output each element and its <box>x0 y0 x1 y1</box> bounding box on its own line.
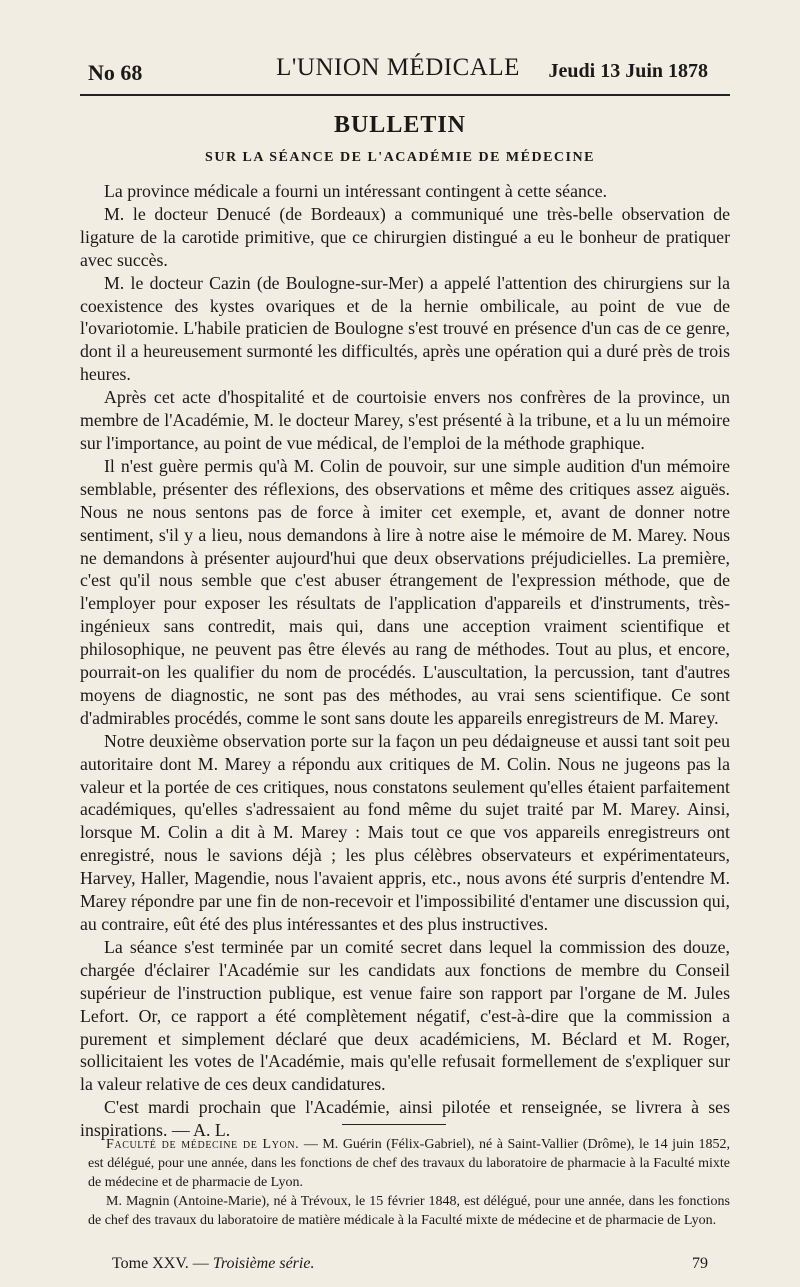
page-footer <box>112 1255 708 1277</box>
paragraph: La séance s'est terminée par un comité secret dans lequel la commission des douze, chargée d'éclairer l'Académie sur les candidats aux fonctions de membre du Conseil supérieur de l'instruction publique, est venue faire son rapport par l'organe de M. Jules Lefort. Or, ce rapport a été complètement négatif, c'est-à-dire que la commission a purement et simplement déclaré que deux académiciens, M. Béclard et M. Roger, sollicitaient les votes de l'Académie, mais qu'elle refusait formellement de s'expliquer sur la valeur relative de ces deux candidatures. <box>80 936 730 1095</box>
paragraph: Après cet acte d'hospitalité et de courtoisie envers nos confrères de la province, un membre de l'Académie, M. le docteur Marey, s'est présenté à la tribune, et a lu un mémoire sur l'importance, au point de vue médical, de l'emploi de la méthode graphique. <box>80 387 730 453</box>
issue-number: No 68 <box>88 60 143 85</box>
paragraph: M. le docteur Denucé (de Bordeaux) a communiqué une très-belle observation de ligature de la carotide primitive, que ce chirurgien distingué a eu le bonheur de pratiquer avec succès. <box>80 203 730 270</box>
article-title: BULLETIN <box>333 112 467 138</box>
news-item-text: M. Magnin (Antoine-Marie), né à Trévoux, le 15 février 1848, est délégué, pour une année, dans les fonctions de chef des travaux du laboratoire de matière médicale à la Faculté mixte de médecine et de pharmacie de Lyon. <box>88 1194 730 1228</box>
news-item-heading: Faculté de médecine de Lyon. <box>106 1137 300 1152</box>
news-item <box>88 1192 730 1230</box>
paragraph: M. le docteur Cazin (de Boulogne-sur-Mer) a appelé l'attention des chirurgiens sur la coexistence des kystes ovariques et de la hernie ombilicale, au point de vue de l'ovariotomie. L'habile praticien de Boulogne s'est trouvé en présence d'un cas de ce genre, dont il a heureusement surmonté les difficultés, après une opération qui a duré près de trois heures. <box>80 272 730 385</box>
header-rule <box>80 94 730 96</box>
paragraph: C'est mardi prochain que l'Académie, ainsi pilotée et renseignée, se livrera à ses inspirations. — A. L. <box>80 1097 730 1141</box>
volume-label: Tome XXV. — <box>112 1255 209 1272</box>
news-item-text: — M. Guérin (Félix-Gabriel), né à Saint-Vallier (Drôme), le 14 juin 1852, est délégué, pour une année, dans les fonctions de chef des travaux du laboratoire de pharmacie à la Faculté mixte de médecine et de pharmacie de Lyon. <box>88 1137 730 1190</box>
paragraph: Notre deuxième observation porte sur la façon un peu dédaigneuse et aussi tant soit peu autoritaire dont M. Marey a répondu aux critiques de M. Colin. Nous ne jugeons pas la valeur et la portée de ces critiques, nous constatons seulement qu'elles étaient parfaitement académiques, qu'elles s'adressaient au fond même du sujet traité par M. Marey. Ainsi, lorsque M. Colin a dit à M. Marey : Mais tout ce que vos appareils enregistreurs ont enregistré, nous le savions déjà ; les plus célèbres observateurs et expérimentateurs, Harvey, Haller, Magendie, nous l'avaient appris, etc., nous avons été surpris d'entendre M. Marey répondre par une fin de non-recevoir et l'impossibilité d'entamer une discussion qui, au contraire, eût été des plus intéressantes et des plus instructives. <box>80 730 730 934</box>
news-notes <box>88 1135 730 1230</box>
series-label: Troisième série. <box>212 1255 315 1272</box>
article-subtitle: SUR LA SÉANCE DE L'ACADÉMIE DE MÉDECINE <box>205 150 595 165</box>
paragraph: Il n'est guère permis qu'à M. Colin de pouvoir, sur une simple audition d'un mémoire semblable, présenter des réflexions, des observations et même des critiques assez aiguës. Nous ne nous sentons pas de force à imiter cet exemple, et, avant de donner notre sentiment, s'il y a lieu, nous demandons à lire à notre aise le mémoire de M. Marey. Nous ne demandons à présenter aujourd'hui que deux observations préjudicielles. La première, c'est qu'il nous semble que c'est abuser étrangement de l'expression méthode, que de l'employer pour exposer les résultats de l'application d'appareils et d'instruments, très-ingénieux sans contredit, mais qui, dans une acception vraiment scientifique et philosophique, ne peuvent pas être élevés au rang de méthodes. Tout au plus, et encore, pourrait-on les qualifier du nom de procédés. L'auscultation, la percussion, tant d'autres moyens de diagnostic, ne sont pas des méthodes, au vrai sens scientifique. Ce sont d'admirables procédés, comme le sont sans doute les appareils enregistreurs de M. Marey. <box>80 455 730 728</box>
volume-info <box>112 1255 314 1273</box>
issue-date: Jeudi 13 Juin 1878 <box>548 60 708 82</box>
page-header <box>88 54 708 90</box>
news-item <box>88 1135 730 1192</box>
paragraph: La province médicale a fourni un intéressant contingent à cette séance. <box>104 181 608 201</box>
section-separator <box>342 1124 446 1125</box>
journal-title: L'UNION MÉDICALE <box>276 54 520 81</box>
article-body <box>80 180 730 1142</box>
page-number: 79 <box>692 1255 708 1272</box>
